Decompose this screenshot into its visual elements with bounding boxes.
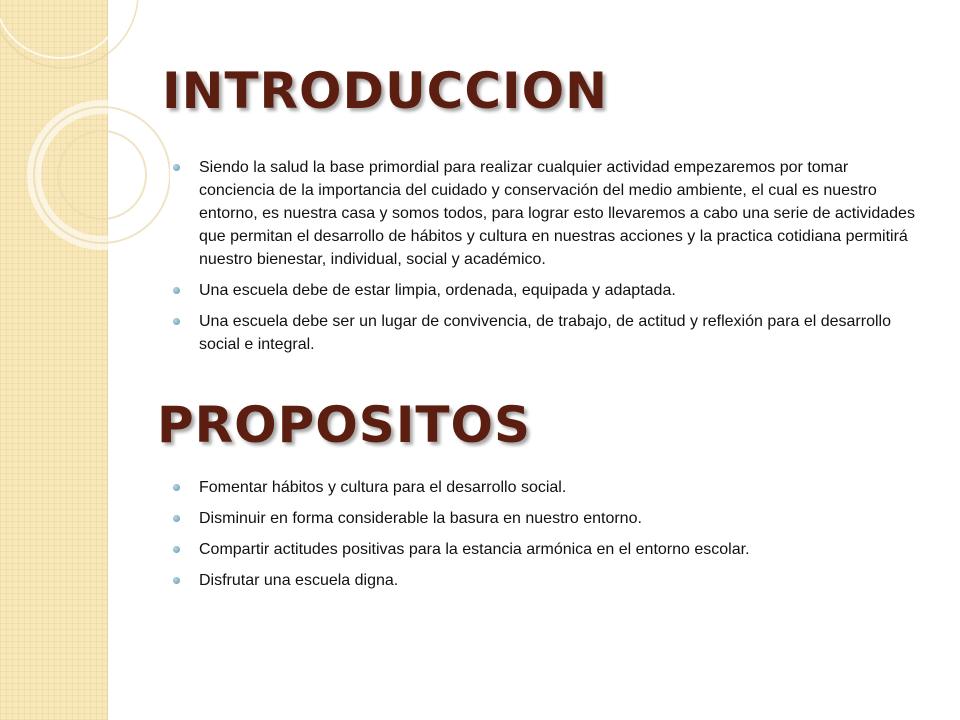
bullet-dot-icon xyxy=(173,318,180,325)
bullet-item xyxy=(172,279,922,302)
bullet-text: Compartir actitudes positivas para la estancia armónica en el entorno escolar. xyxy=(199,541,750,558)
bullet-dot-icon xyxy=(173,287,180,294)
bullet-item xyxy=(172,538,922,561)
bullet-dot-icon xyxy=(173,577,180,584)
ring-middle-inner xyxy=(58,131,146,219)
introduccion-bullet-list xyxy=(172,156,922,356)
bullet-item xyxy=(172,569,922,592)
bullet-dot-icon xyxy=(173,515,180,522)
propositos-bullet-list xyxy=(172,476,922,592)
bullet-dot-icon xyxy=(173,164,180,171)
bullet-item xyxy=(172,507,922,530)
bullet-text: Disfrutar una escuela digna. xyxy=(199,572,399,589)
bullet-item xyxy=(172,310,922,356)
ring-top-outer xyxy=(0,0,126,58)
bullet-dot-icon xyxy=(173,484,180,491)
bullet-text: Una escuela debe ser un lugar de convivencia, de trabajo, de actitud y reflexión para el desarrollo social e integral. xyxy=(199,313,891,353)
bullet-dot-icon xyxy=(173,546,180,553)
bullet-item xyxy=(172,476,922,499)
ring-middle-edge xyxy=(34,107,170,243)
bullet-text: Fomentar hábitos y cultura para el desarrollo social. xyxy=(199,479,567,496)
bullet-text: Disminuir en forma considerable la basura en nuestro entorno. xyxy=(199,510,642,527)
bullet-text: Una escuela debe de estar limpia, ordenada, equipada y adaptada. xyxy=(199,282,676,299)
title-propositos: PROPOSITOS xyxy=(157,396,532,454)
decorative-rings xyxy=(0,0,170,320)
bullet-text: Siendo la salud la base primordial para realizar cualquier actividad empezaremos por tomar conciencia de la importancia del cuidado y conservación del medio ambiente, el cual es nuestro entorno, es nuestra casa y somos todos, para lograr esto llevaremos a cabo una serie de actividades que permitan el desarrollo de hábitos y cultura en nuestras acciones y la practica cotidiana permitirá nuestro bienestar, individual, social y académico. xyxy=(199,159,915,268)
title-introduccion: INTRODUCCION xyxy=(162,62,609,120)
bullet-item xyxy=(172,156,922,271)
